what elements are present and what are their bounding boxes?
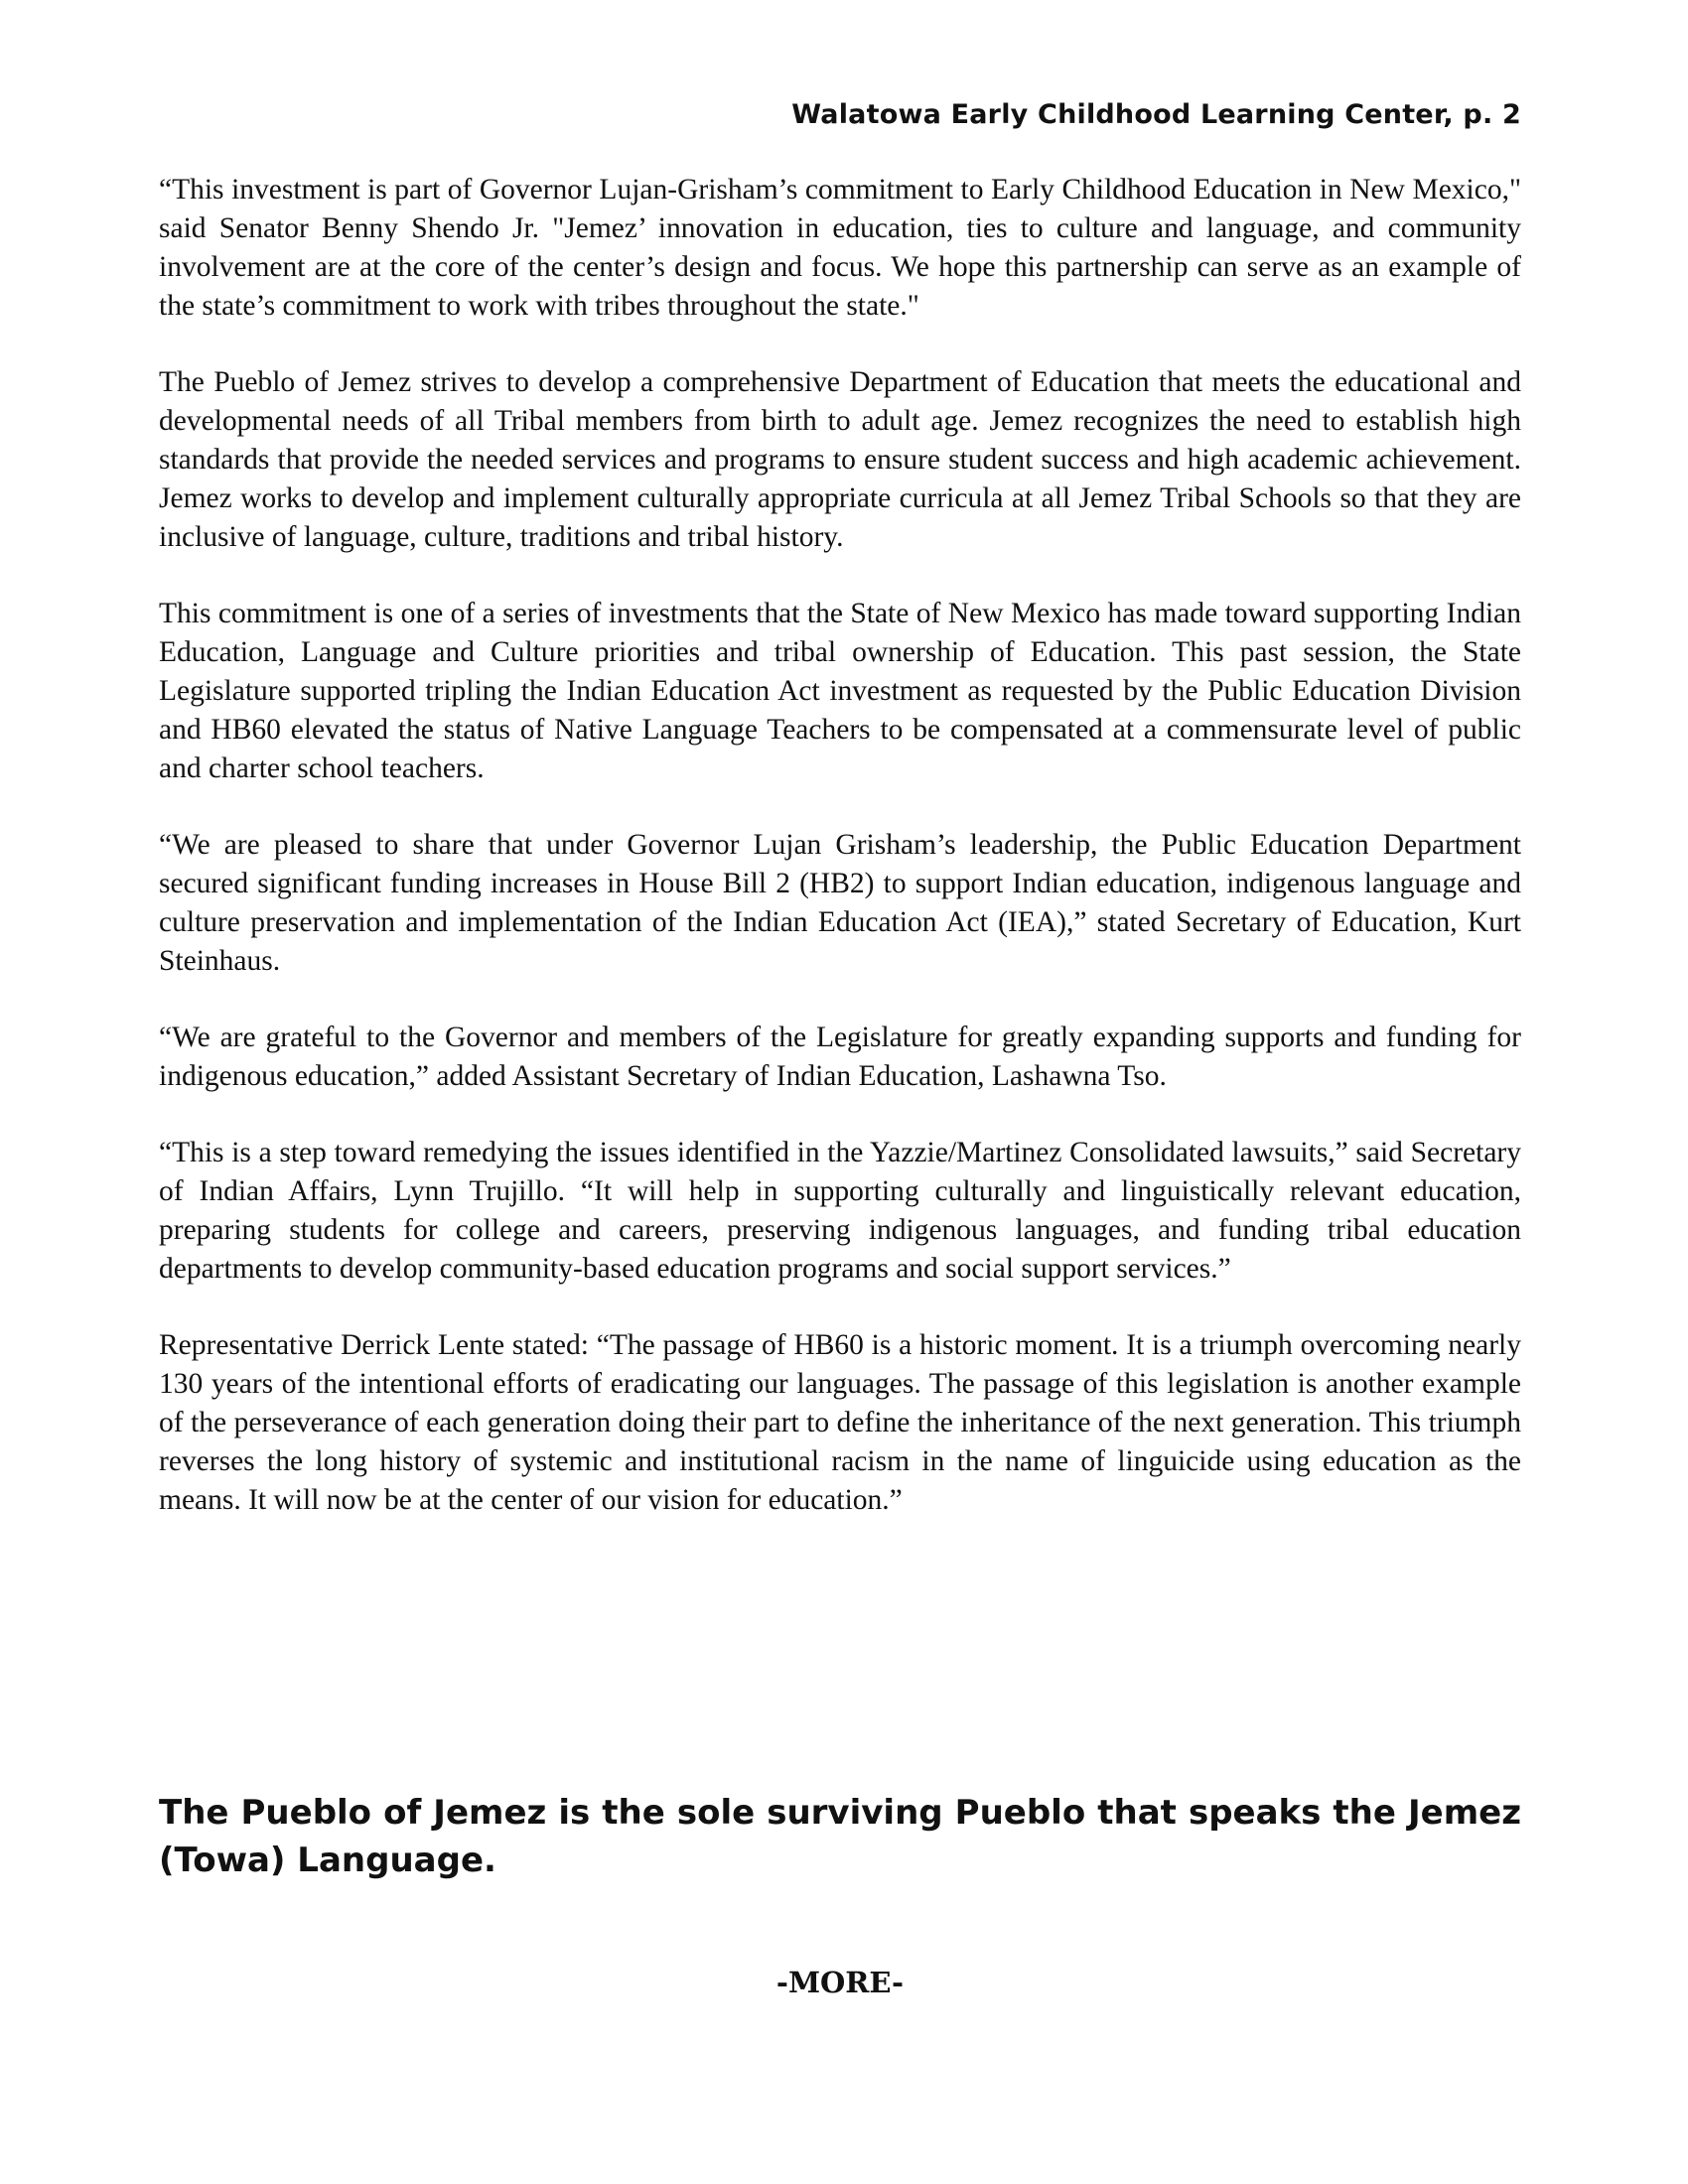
paragraph-shendo-quote: “This investment is part of Governor Lujan-Grisham’s commitment to Early Childhood Education in New Mexico," said Senator Benny Shendo Jr. "Jemez’ innovation in education, ties to culture and language, and community involvement are at the core of the center’s design and focus. We hope this partnership can serve as an example of the state’s commitment to work with tribes throughout the state." <box>159 174 1521 322</box>
paragraph-steinhaus-quote: “We are pleased to share that under Governor Lujan Grisham’s leadership, the Public Education Department secured significant funding increases in House Bill 2 (HB2) to support Indian education, indigenous language and culture preservation and implementation of the Indian Education Act (IEA),” stated Secretary of Education, Kurt Steinhaus. <box>159 829 1521 977</box>
paragraph-tso-quote: “We are grateful to the Governor and members of the Legislature for greatly expanding supports and funding for indigenous education,” added Assistant Secretary of Indian Education, Lashawna Tso. <box>159 1022 1521 1092</box>
paragraph-jemez-education: The Pueblo of Jemez strives to develop a comprehensive Department of Education that meets the educational and developmental needs of all Tribal members from birth to adult age. Jemez recognizes the need to establish high standards that provide the needed services and programs to ensure student success and high academic achievement. Jemez works to develop and implement culturally appropriate curricula at all Jemez Tribal Schools so that they are inclusive of language, culture, traditions and tribal history. <box>159 366 1521 553</box>
document-page <box>159 0 1521 2184</box>
paragraph-trujillo-quote: “This is a step toward remedying the issues identified in the Yazzie/Martinez Consolidated lawsuits,” said Secretary of Indian Affairs, Lynn Trujillo. “It will help in supporting culturally and linguistically relevant education, preparing students for college and careers, preserving indigenous languages, and funding tribal education departments to develop community-based education programs and social support services.” <box>159 1137 1521 1285</box>
body-text <box>159 171 1521 1558</box>
paragraph-state-investments: This commitment is one of a series of investments that the State of New Mexico has made toward supporting Indian Education, Language and Culture priorities and tribal ownership of Education. This past session, the State Legislature supported tripling the Indian Education Act investment as requested by the Public Education Division and HB60 elevated the status of Native Language Teachers to be compensated at a commensurate level of public and charter school teachers. <box>159 598 1521 784</box>
running-header: Walatowa Early Childhood Learning Center, p. 2 <box>791 99 1521 130</box>
more-marker: -MORE- <box>775 1966 905 1999</box>
emphasis-statement: The Pueblo of Jemez is the sole surviving Pueblo that speaks the Jemez (Towa) Language. <box>159 1793 1521 1880</box>
paragraph-lente-quote: Representative Derrick Lente stated: “The passage of HB60 is a historic moment. It is a triumph overcoming nearly 130 years of the intentional efforts of eradicating our languages. The passage of this legislation is another example of the perseverance of each generation doing their part to define the inheritance of the next generation. This triumph reverses the long history of systemic and institutional racism in the name of linguicide using education as the means. It will now be at the center of our vision for education.” <box>159 1329 1521 1516</box>
